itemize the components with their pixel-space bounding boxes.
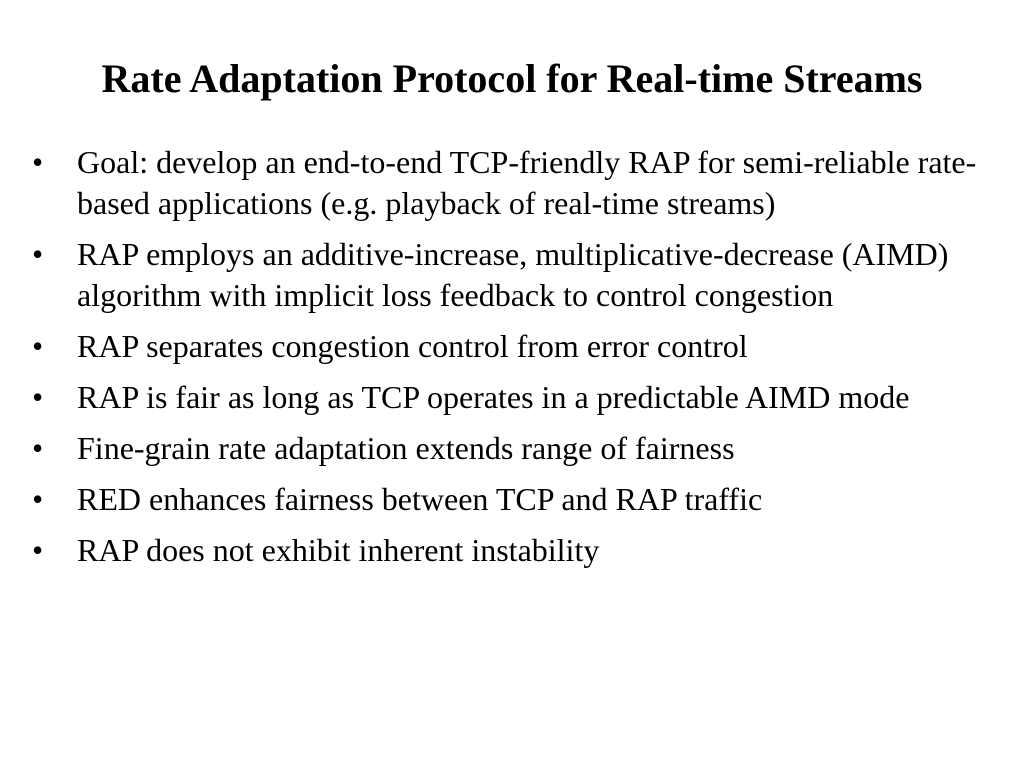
bullet-marker: • <box>32 144 44 180</box>
bullet-text: RAP separates congestion control from error control <box>77 328 748 364</box>
bullet-item <box>30 530 980 571</box>
bullet-item <box>30 377 980 418</box>
bullet-text: Fine-grain rate adaptation extends range of fairness <box>77 430 735 466</box>
bullet-text: RAP does not exhibit inherent instability <box>77 532 600 568</box>
bullet-text: RAP employs an additive-increase, multiplicative-decrease (AIMD) algorithm with implicit loss feedback to control congestion <box>77 236 949 313</box>
bullet-item <box>30 326 980 367</box>
bullet-list <box>30 142 980 581</box>
bullet-marker: • <box>32 532 44 568</box>
bullet-item <box>30 234 980 316</box>
bullet-text: RAP is fair as long as TCP operates in a predictable AIMD mode <box>77 379 910 415</box>
bullet-text: RED enhances fairness between TCP and RAP traffic <box>77 481 763 517</box>
bullet-marker: • <box>32 481 44 517</box>
bullet-item <box>30 479 980 520</box>
bullet-item <box>30 428 980 469</box>
slide-title: Rate Adaptation Protocol for Real-time Streams <box>101 56 923 101</box>
bullet-marker: • <box>32 236 44 272</box>
bullet-marker: • <box>32 379 44 415</box>
bullet-marker: • <box>32 328 44 364</box>
bullet-text: Goal: develop an end-to-end TCP-friendly RAP for semi-reliable rate-based applications (e.g. playback of real-time streams) <box>77 144 977 221</box>
bullet-marker: • <box>32 430 44 466</box>
bullet-item <box>30 142 980 224</box>
